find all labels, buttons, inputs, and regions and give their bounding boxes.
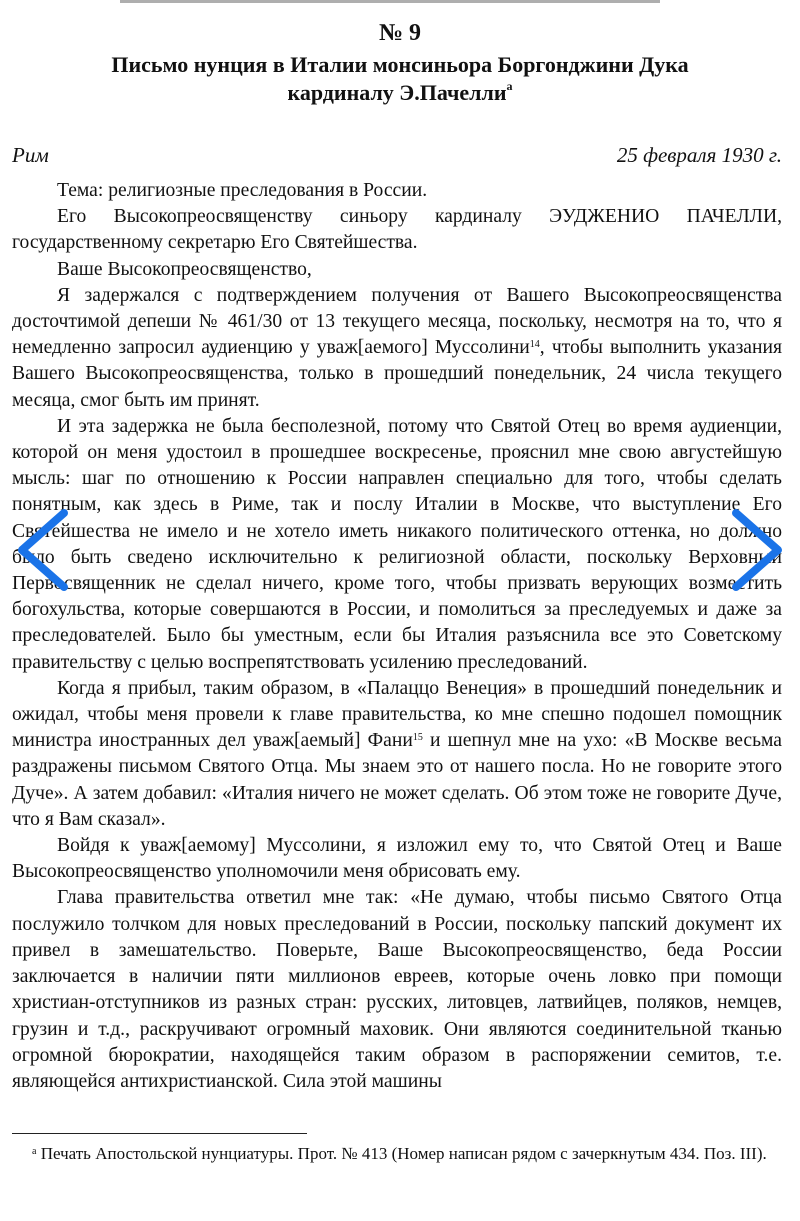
- title-line-2: [0, 79, 800, 107]
- header-rule: [120, 0, 660, 7]
- footnote: [12, 1141, 782, 1166]
- previous-page-button[interactable]: [6, 505, 76, 595]
- place: Рим: [12, 143, 49, 167]
- chevron-right-icon: [724, 505, 794, 595]
- paragraph-addressee: Его Высокопреосвященству синьору кардиналу ЭУДЖЕНИО ПАЧЕЛЛИ, государственному секретарю Его Святейшества.: [12, 206, 782, 254]
- paragraph-6-text-a: Когда я прибыл, таким образом, в «Палаццо Венеция» в прошедший понедельник и ожидал, чтобы меня провели к главе правительства, ко мне спешно подошел помощник министра иностранных дел уваж[аемый] Фани: [12, 677, 782, 752]
- paragraph-6: [12, 676, 782, 833]
- title-line-2-text: кардиналу Э.Пачелли: [287, 80, 507, 105]
- paragraph-subject: Тема: религиозные преследования в России.: [57, 180, 428, 201]
- footnote-ref-14: 14: [529, 339, 540, 351]
- footnote-mark: a: [32, 1146, 37, 1157]
- paragraph-4: [12, 283, 782, 414]
- paragraph-4-text-b: , чтобы выполнить указания Вашего Высокопреосвященства, только в прошедший понедельник, 24 числа текущего месяца, смог быть им принят.: [12, 337, 782, 411]
- paragraph-5: И эта задержка не была бесполезной, потому что Святой Отец во время аудиенции, которой он меня удостоил в прошедшее воскресенье, прояснил мне свою августейшую мысль: шаг по отношению к России направлен специально для того, чтобы сделать понятным, как здесь в Риме, так и послу Италии в Москве, что выступление Его Святейшества не имело и не хотело иметь никакого политического оттенка, но должно было быть сведено исключительно к религиозной области, поскольку Верховный Первосвященник не сделал ничего, кроме того, чтобы призвать верующих возместить богохульства, которые совершаются в России, и помолиться за преследуемых и даже за преследователей. Было бы уместным, если бы Италия разъяснила все это Советскому правительству с целью воспрепятствовать усилению преследований.: [12, 415, 782, 673]
- paragraph-4-text-a: Я задержался с подтверждением получения от Вашего Высокопреосвященства досточтимой депеши № 461/30 от 13 текущего месяца, поскольку, несмотря на то, что я немедленно запросил аудиенцию у уваж[аемого] Муссолини: [12, 284, 782, 359]
- footnote-rule: [12, 1133, 307, 1134]
- paragraph-8: Глава правительства ответил мне так: «Не думаю, чтобы письмо Святого Отца послужило толчком для новых преследований в России, поскольку папский документ их привел в замешательство. Поверьте, Ваше Высокопреосвященство, беда России заключается в наличии пяти миллионов евреев, которые очень ловко при помощи христиан-отступников из разных стран: русских, литовцев, латвийцев, поляков, немцев, грузин и т.д., раскручивают огромный маховик. Они являются соединительной тканью огромной бюрократии, находящейся таким образом в распоряжении семитов, т.е. являющейся антихристианской. Сила этой машины: [12, 887, 782, 1092]
- title-footnote-mark: a: [506, 79, 513, 93]
- next-page-button[interactable]: [724, 505, 794, 595]
- paragraph-6-text-b: и шепнул мне на ухо: «В Москве весьма раздражены письмом Святого Отца. Мы знаем это от нашего посла. Но не говорите этого Дуче». А затем добавил: «Италия ничего не может сделать. Об этом тоже не говорите Дуче, что я Вам сказал».: [12, 730, 783, 830]
- date: 25 февраля 1930 г.: [616, 143, 782, 167]
- document-title: [0, 51, 800, 107]
- title-line-1: Письмо нунция в Италии монсиньора Боргонджини Дука: [111, 52, 689, 77]
- paragraph-salutation: Ваше Высокопреосвященство,: [57, 258, 312, 280]
- document-number: № 9: [378, 20, 422, 46]
- footnote-text: Печать Апостольской нунциатуры. Прот. № 413 (Номер написан рядом с зачеркнутым 434. Поз. III).: [36, 1144, 767, 1163]
- place-date-line: [12, 143, 782, 171]
- paragraph-7: Войдя к уваж[аемому] Муссолини, я изложил ему то, что Святой Отец и Ваше Высокопреосвященство уполномочили меня обрисовать ему.: [12, 835, 782, 883]
- chevron-left-icon: [6, 505, 76, 595]
- footnote-ref-15: 15: [412, 732, 423, 744]
- letter-body: [12, 178, 782, 1095]
